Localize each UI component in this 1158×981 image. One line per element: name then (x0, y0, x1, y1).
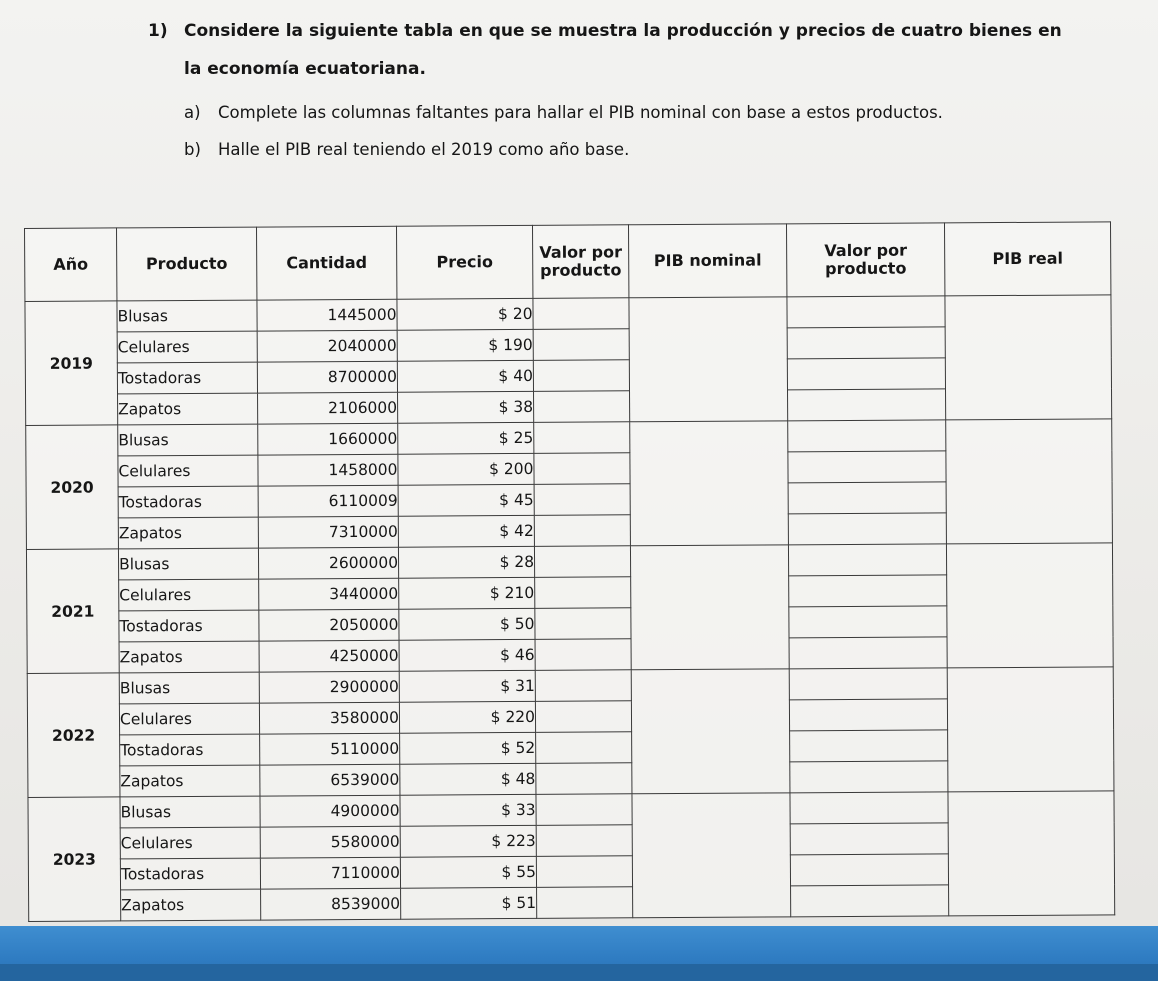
question-line-1 (148, 20, 1062, 42)
subquestion-b-text: Halle el PIB real teniendo el 2019 como año base. (218, 140, 630, 159)
year-cell: 2019 (25, 301, 118, 426)
header-year: Año (25, 228, 117, 302)
price-cell: $ 223 (400, 825, 536, 857)
price-cell: $ 25 (398, 422, 534, 454)
nominal-gdp-cell[interactable] (630, 545, 789, 670)
nominal-gdp-cell[interactable] (630, 421, 789, 546)
production-table (24, 221, 1115, 922)
year-cell: 2023 (28, 797, 121, 922)
price-cell: $ 55 (400, 856, 536, 888)
price-cell: $ 50 (399, 608, 535, 640)
quantity-cell: 6539000 (260, 764, 400, 796)
value-per-product-cell[interactable] (533, 298, 629, 330)
value-per-product-2-cell[interactable] (789, 699, 947, 731)
subquestion-b-label: b) (184, 140, 201, 159)
value-per-product-cell[interactable] (536, 763, 632, 795)
quantity-cell: 4900000 (260, 795, 400, 827)
price-cell: $ 45 (398, 484, 534, 516)
value-per-product-2-cell[interactable] (789, 668, 947, 700)
product-cell: Blusas (118, 424, 258, 456)
value-per-product-2-cell[interactable] (788, 389, 946, 421)
quantity-cell: 3580000 (259, 702, 399, 734)
subquestion-b (184, 139, 629, 160)
value-per-product-cell[interactable] (536, 732, 632, 764)
real-gdp-cell[interactable] (948, 791, 1115, 916)
table-row (26, 419, 1112, 457)
price-cell: $ 190 (397, 329, 533, 361)
product-cell: Zapatos (118, 517, 258, 549)
product-cell: Zapatos (119, 641, 259, 673)
header-real-gdp: PIB real (944, 222, 1110, 296)
quantity-cell: 8539000 (261, 888, 401, 920)
value-per-product-2-cell[interactable] (788, 420, 946, 452)
price-cell: $ 200 (398, 453, 534, 485)
product-cell: Celulares (119, 579, 259, 611)
year-cell: 2020 (26, 425, 119, 550)
quantity-cell: 2040000 (257, 330, 397, 362)
product-cell: Tostadoras (120, 734, 260, 766)
quantity-cell: 6110009 (258, 485, 398, 517)
year-cell: 2021 (26, 549, 119, 674)
value-per-product-2-cell[interactable] (790, 761, 948, 793)
product-cell: Blusas (119, 672, 259, 704)
price-cell: $ 20 (397, 298, 533, 330)
product-cell: Zapatos (120, 765, 260, 797)
product-cell: Celulares (119, 703, 259, 735)
value-per-product-2-cell[interactable] (788, 513, 946, 545)
question-line-2: la economía ecuatoriana. (184, 59, 426, 79)
value-per-product-cell[interactable] (537, 887, 633, 919)
table-row (25, 295, 1111, 333)
header-price: Precio (396, 225, 532, 299)
real-gdp-cell[interactable] (947, 667, 1114, 792)
value-per-product-2-cell[interactable] (790, 730, 948, 762)
header-value-per-product: Valor por producto (532, 225, 628, 299)
price-cell: $ 28 (398, 546, 534, 578)
value-per-product-cell[interactable] (535, 639, 631, 671)
nominal-gdp-cell[interactable] (631, 669, 790, 794)
production-table-wrapper (24, 221, 1114, 940)
value-per-product-cell[interactable] (534, 546, 630, 578)
quantity-cell: 7310000 (258, 516, 398, 548)
header-product: Producto (117, 227, 257, 301)
product-cell: Tostadoras (117, 362, 257, 394)
value-per-product-2-cell[interactable] (787, 327, 945, 359)
table-row (28, 791, 1114, 829)
price-cell: $ 33 (400, 794, 536, 826)
quantity-cell: 2900000 (259, 671, 399, 703)
product-cell: Celulares (120, 827, 260, 859)
quantity-cell: 2600000 (258, 547, 398, 579)
quantity-cell: 2050000 (259, 609, 399, 641)
value-per-product-cell[interactable] (535, 577, 631, 609)
quantity-cell: 5110000 (260, 733, 400, 765)
value-per-product-2-cell[interactable] (788, 482, 946, 514)
subquestion-a-label: a) (184, 103, 201, 122)
quantity-cell: 1458000 (258, 454, 398, 486)
table-header-row (25, 222, 1111, 302)
table-row (27, 667, 1113, 705)
quantity-cell: 2106000 (258, 392, 398, 424)
product-cell: Blusas (117, 300, 257, 332)
question-number: 1) (148, 21, 168, 41)
quantity-cell: 7110000 (260, 857, 400, 889)
price-cell: $ 48 (400, 763, 536, 795)
subquestion-a (184, 102, 943, 123)
value-per-product-2-cell[interactable] (787, 358, 945, 390)
product-cell: Blusas (120, 796, 260, 828)
value-per-product-cell[interactable] (535, 608, 631, 640)
year-cell: 2022 (27, 673, 120, 798)
price-cell: $ 210 (399, 577, 535, 609)
product-cell: Celulares (117, 331, 257, 363)
header-quantity: Cantidad (256, 226, 396, 300)
quantity-cell: 8700000 (257, 361, 397, 393)
price-cell: $ 38 (398, 391, 534, 423)
header-nominal-gdp: PIB nominal (628, 224, 786, 298)
value-per-product-cell[interactable] (534, 484, 630, 516)
price-cell: $ 40 (397, 360, 533, 392)
value-per-product-2-cell[interactable] (790, 854, 948, 886)
value-per-product-2-cell[interactable] (788, 451, 946, 483)
value-per-product-cell[interactable] (533, 329, 629, 361)
price-cell: $ 42 (398, 515, 534, 547)
quantity-cell: 5580000 (260, 826, 400, 858)
value-per-product-cell[interactable] (534, 515, 630, 547)
table-body (25, 295, 1115, 922)
value-per-product-cell[interactable] (533, 360, 629, 392)
price-cell: $ 46 (399, 639, 535, 671)
value-per-product-2-cell[interactable] (788, 544, 946, 576)
value-per-product-cell[interactable] (536, 856, 632, 888)
product-cell: Celulares (118, 455, 258, 487)
product-cell: Zapatos (118, 393, 258, 425)
question-text-1: Considere la siguiente tabla en que se muestra la producción y precios de cuatro bienes en (184, 21, 1062, 41)
table-row (26, 543, 1112, 581)
value-per-product-cell[interactable] (535, 701, 631, 733)
screen-taskbar-edge (0, 964, 1158, 981)
price-cell: $ 220 (399, 701, 535, 733)
quantity-cell: 3440000 (259, 578, 399, 610)
product-cell: Tostadoras (118, 486, 258, 518)
quantity-cell: 1660000 (258, 423, 398, 455)
header-value-per-product-2: Valor por producto (786, 223, 944, 297)
value-per-product-cell[interactable] (534, 422, 630, 454)
value-per-product-cell[interactable] (536, 794, 632, 826)
real-gdp-cell[interactable] (946, 419, 1113, 544)
price-cell: $ 51 (401, 887, 537, 919)
nominal-gdp-cell[interactable] (632, 793, 791, 918)
quantity-cell: 1445000 (257, 299, 397, 331)
price-cell: $ 31 (399, 670, 535, 702)
value-per-product-2-cell[interactable] (787, 296, 945, 328)
price-cell: $ 52 (400, 732, 536, 764)
value-per-product-2-cell[interactable] (789, 606, 947, 638)
product-cell: Blusas (118, 548, 258, 580)
nominal-gdp-cell[interactable] (629, 297, 788, 422)
value-per-product-2-cell[interactable] (789, 575, 947, 607)
value-per-product-2-cell[interactable] (791, 885, 949, 917)
value-per-product-cell[interactable] (536, 825, 632, 857)
value-per-product-cell[interactable] (535, 670, 631, 702)
product-cell: Tostadoras (119, 610, 259, 642)
real-gdp-cell[interactable] (946, 543, 1113, 668)
value-per-product-2-cell[interactable] (790, 823, 948, 855)
value-per-product-2-cell[interactable] (789, 637, 947, 669)
value-per-product-cell[interactable] (534, 453, 630, 485)
real-gdp-cell[interactable] (945, 295, 1112, 420)
subquestion-a-text: Complete las columnas faltantes para hallar el PIB nominal con base a estos productos. (218, 103, 943, 122)
value-per-product-2-cell[interactable] (790, 792, 948, 824)
quantity-cell: 4250000 (259, 640, 399, 672)
product-cell: Tostadoras (120, 858, 260, 890)
product-cell: Zapatos (121, 889, 261, 921)
value-per-product-cell[interactable] (534, 391, 630, 423)
